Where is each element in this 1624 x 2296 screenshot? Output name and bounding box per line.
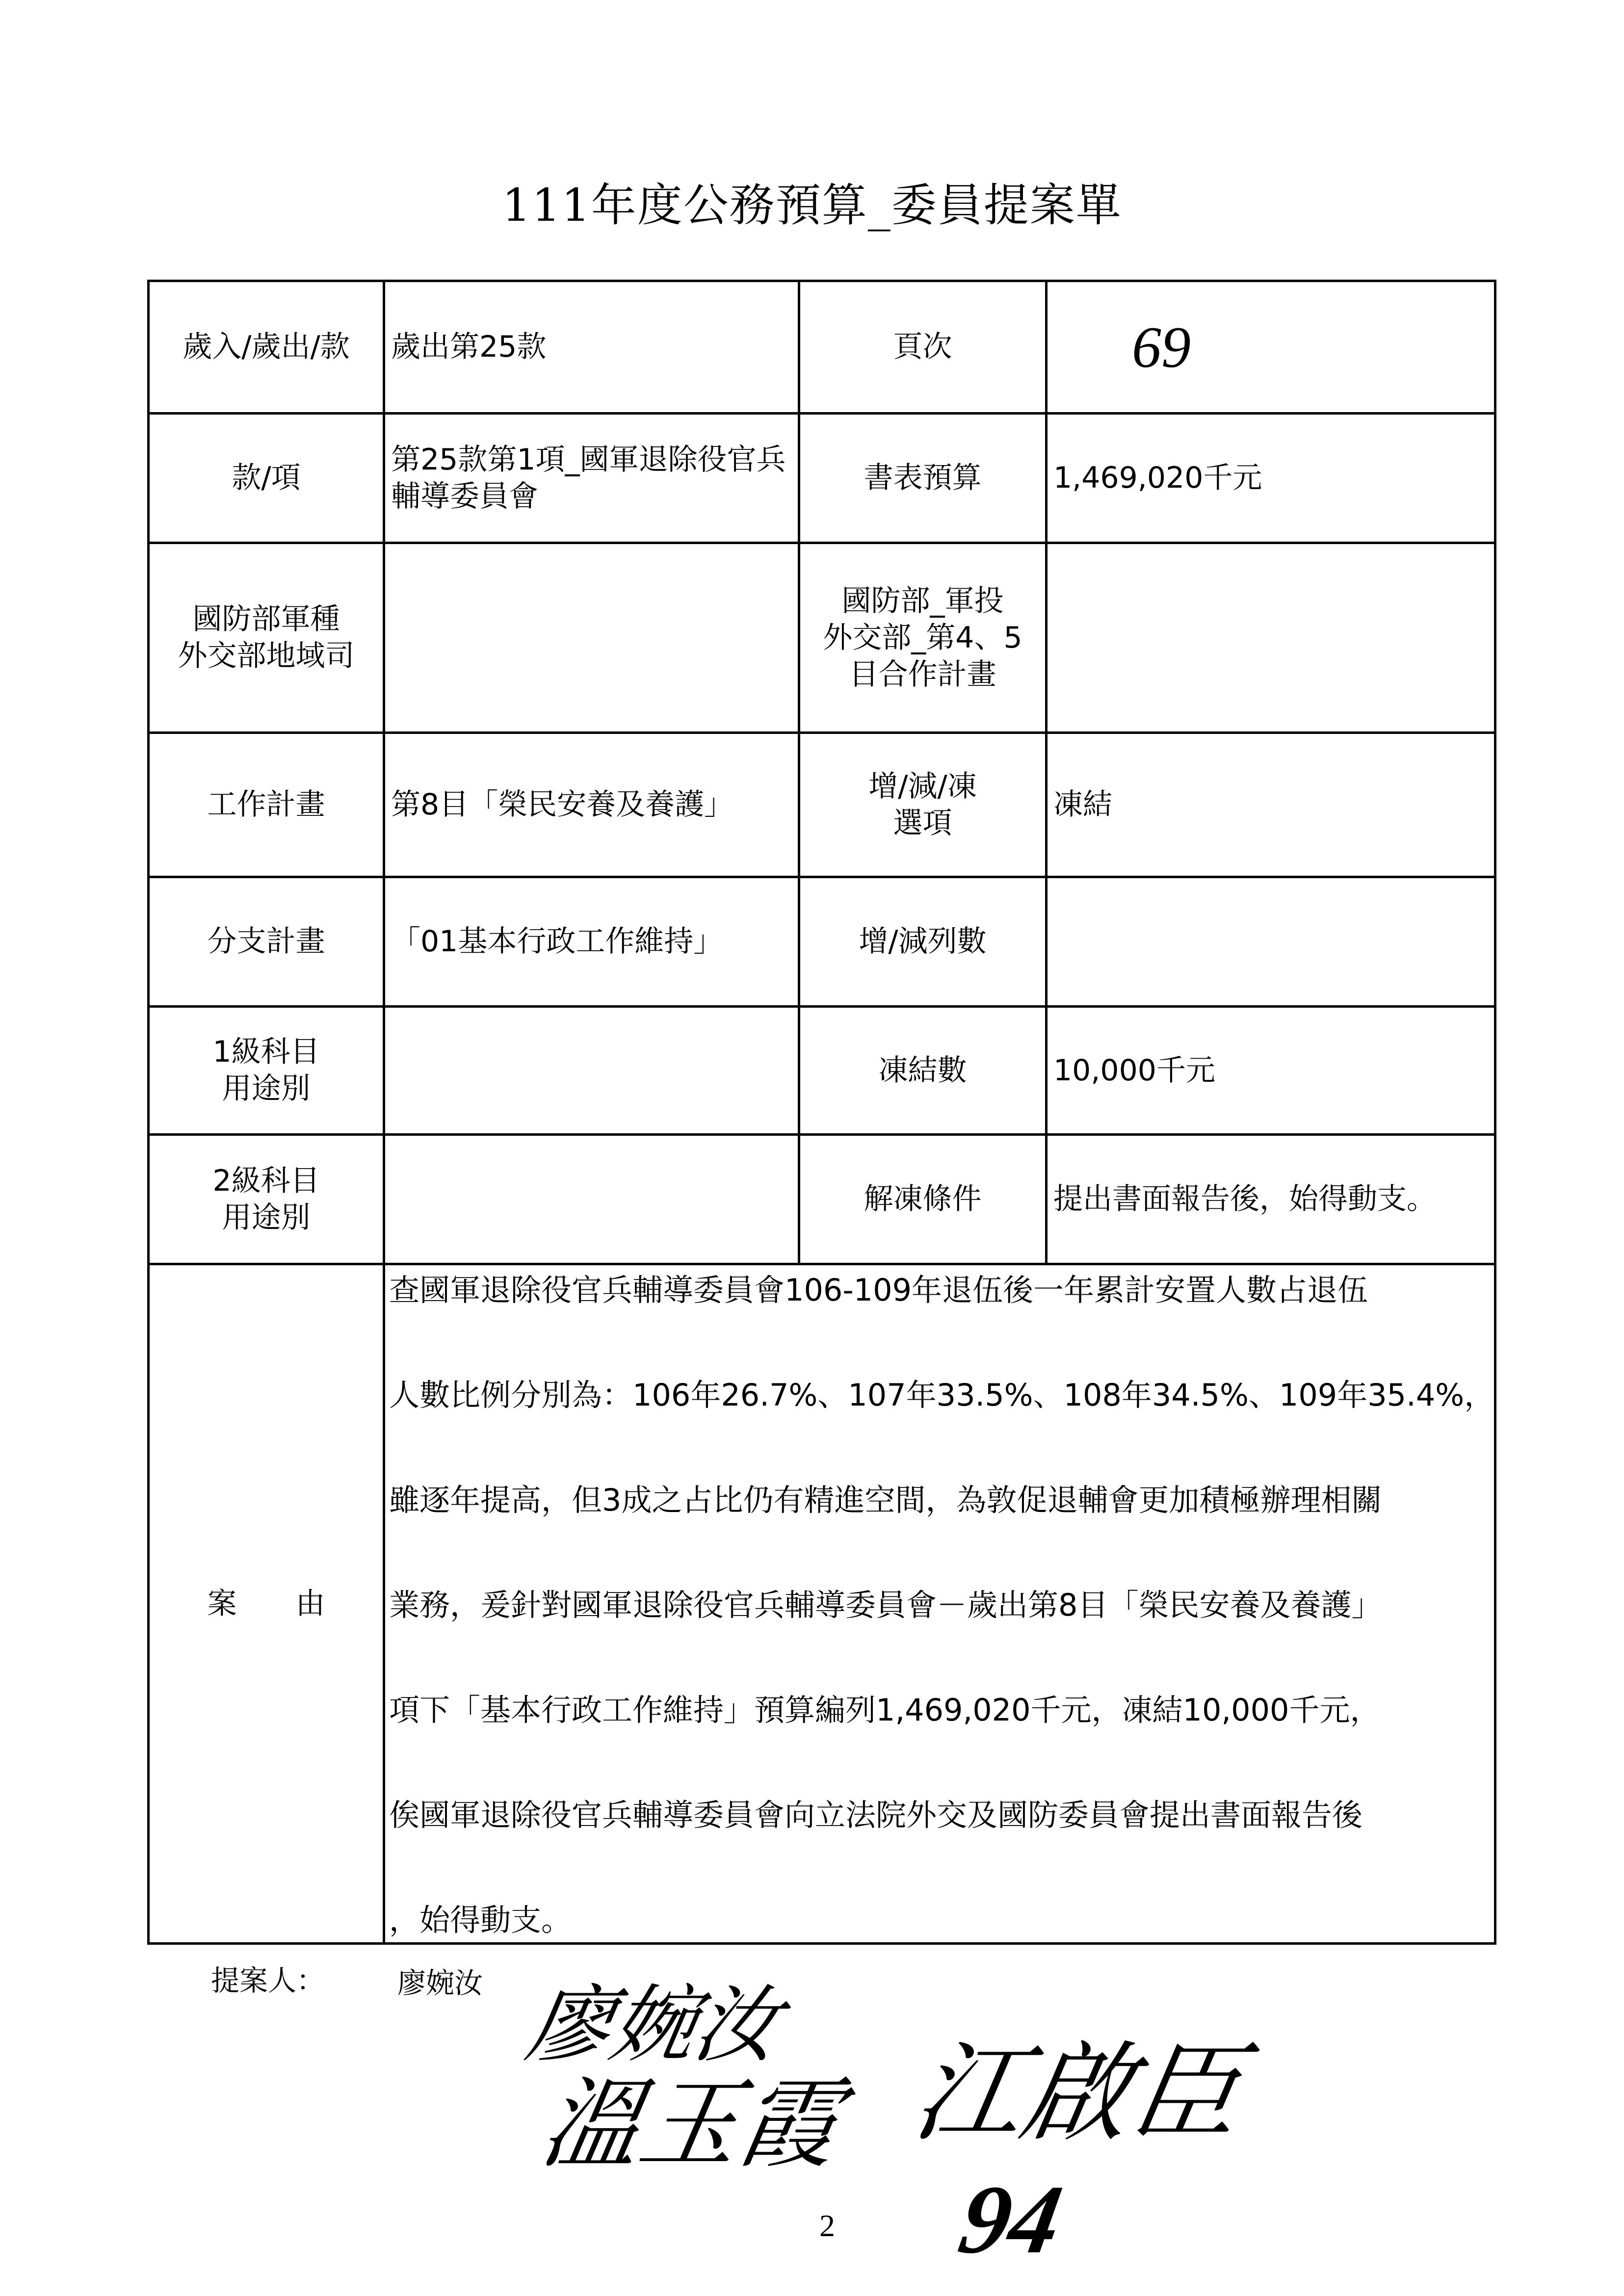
table-row [149,1264,1495,1944]
label-level1-line1: 1級科目 [212,1035,320,1069]
value-level1 [384,1007,799,1135]
label-item: 款/項 [149,414,384,543]
signature-1: 廖婉汝 [520,1980,787,2072]
label-plan-line3: 目合作計畫 [849,657,996,692]
label-change-amount: 增/減列數 [799,877,1047,1007]
value-unfreeze-condition: 提出書面報告後，始得動支。 [1047,1135,1495,1264]
reason-line: 查國軍退除役官兵輔導委員會106-109年退伍後一年累計安置人數占退伍 [389,1272,1368,1308]
value-branch [384,543,799,733]
label-category: 歲入/歲出/款 [149,281,384,414]
reason-line: 人數比例分別為：106年26.7%、107年33.5%、108年34.5%、109年35.4%， [389,1377,1495,1413]
label-option-line1: 增/減/凍 [868,769,977,804]
value-option: 凍結 [1047,733,1495,877]
value-level2 [384,1135,799,1264]
label-work-plan: 工作計畫 [149,733,384,877]
table-row [149,543,1495,733]
label-plan-line2: 外交部_第4、5 [823,620,1022,655]
label-branch-line2: 外交部地域司 [178,639,355,673]
label-plan-line1: 國防部_軍投 [841,583,1004,618]
label-level2-line1: 2級科目 [212,1163,320,1198]
signature-3: 江啟臣 [905,2035,1250,2154]
table-row [149,414,1495,543]
value-item: 第25款第1項_國軍退除役官兵輔導委員會 [384,414,799,543]
reason-text [389,1265,1495,1942]
table-row [149,877,1495,1007]
label-option-line2: 選項 [893,806,952,840]
table-row [149,1135,1495,1264]
label-reason: 案 由 [149,1264,384,1944]
label-level2-line2: 用途別 [222,1200,311,1235]
value-budget: 1,469,020千元 [1047,414,1495,543]
label-sub-plan: 分支計畫 [149,877,384,1007]
value-change-amount [1047,877,1495,1007]
label-unfreeze-condition: 解凍條件 [799,1135,1047,1264]
label-branch-line1: 國防部軍種 [192,602,340,636]
table-row [149,281,1495,414]
page-number: 2 [819,2208,835,2243]
value-plan [1047,543,1495,733]
table-row [149,733,1495,877]
proposer-label: 提案人： [211,1964,325,1997]
page-title: 111年度公務預算_委員提案單 [502,179,1122,232]
value-freeze-amount: 10,000千元 [1047,1007,1495,1135]
handwritten-number: 94 [952,2166,1070,2274]
value-category: 歲出第25款 [384,281,799,414]
table-row [149,1007,1495,1135]
signature-2: 溫玉霞 [533,2071,847,2180]
proposal-table [147,280,1496,1945]
value-sub-plan: 「01基本行政工作維持」 [384,877,799,1007]
reason-line: 項下「基本行政工作維持」預算編列1,469,020千元，凍結10,000千元， [389,1692,1381,1728]
label-budget: 書表預算 [799,414,1047,543]
reason-line: 俟國軍退除役官兵輔導委員會向立法院外交及國防委員會提出書面報告後 [389,1797,1363,1833]
reason-line: 雖逐年提高，但3成之占比仍有精進空間，為敦促退輔會更加積極辦理相關 [389,1482,1382,1518]
label-page: 頁次 [799,281,1047,414]
label-level1-line2: 用途別 [222,1071,311,1106]
label-freeze-amount: 凍結數 [799,1007,1047,1135]
reason-line: 業務，爰針對國軍退除役官兵輔導委員會－歲出第8目「榮民安養及養護」 [389,1587,1382,1623]
value-work-plan: 第8目「榮民安養及養護」 [384,733,799,877]
handwritten-page-number: 69 [1132,314,1191,380]
proposer-name: 廖婉汝 [397,1966,483,2000]
reason-line: ，始得動支。 [389,1902,572,1938]
